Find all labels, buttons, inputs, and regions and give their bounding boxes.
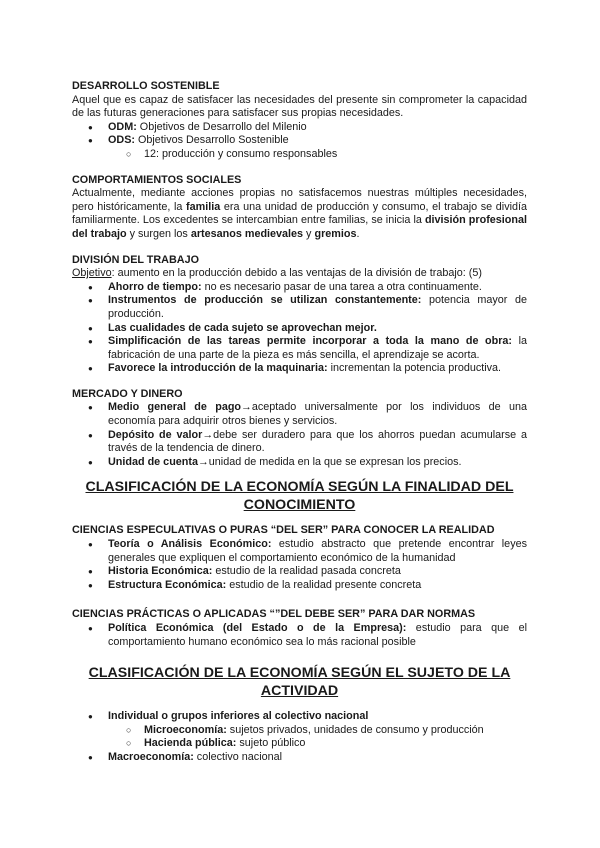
list-item: ● Favorece la introducción de la maquinaria: incrementan la potencia productiva. bbox=[72, 362, 527, 376]
list-item: ● Las cualidades de cada sujeto se aprovechan mejor. bbox=[72, 322, 527, 336]
document-content bbox=[72, 80, 527, 765]
list-item: ● Ahorro de tiempo: no es necesario pasar de una tarea a otra continuamente. bbox=[72, 281, 527, 295]
list-mercado bbox=[72, 401, 527, 469]
sublist-item-micro: ○ Microeconomía: sujetos privados, unidades de consumo y producción bbox=[72, 724, 527, 738]
list-ciencias-practicas bbox=[72, 622, 527, 649]
title-finalidad-conocimiento: CLASIFICACIÓN DE LA ECONOMÍA SEGÚN LA FINALIDAD DEL CONOCIMIENTO bbox=[85, 479, 514, 513]
list-odm-ods bbox=[72, 121, 527, 148]
list-item: ● Política Económica (del Estado o de la Empresa): estudio para que el comportamiento humano económico sea lo más racional posible bbox=[72, 622, 527, 649]
list-item: ● Depósito de valor→debe ser duradero para que los ahorros puedan acumularse a través de la tendencia de dinero. bbox=[72, 429, 527, 456]
sublist-ods bbox=[72, 148, 527, 162]
sublist-item-ods-12: ○ 12: producción y consumo responsables bbox=[72, 148, 527, 162]
list-item-ods: ● ODS: Objetivos Desarrollo Sostenible bbox=[72, 134, 527, 148]
list-ciencias-especulativas bbox=[72, 538, 527, 592]
list-item: ● Teoría o Análisis Económico: estudio abstracto que pretende encontrar leyes generales que expliquen el comportamiento económico de la humanidad bbox=[72, 538, 527, 565]
list-item-individual: ● Individual o grupos inferiores al colectivo nacional bbox=[72, 710, 527, 724]
heading-division-trabajo: DIVISIÓN DEL TRABAJO bbox=[72, 253, 199, 266]
paragraph-objetivo: Objetivo: aumento en la producción debido a las ventajas de la división de trabajo: (5) bbox=[72, 267, 482, 280]
heading-desarrollo-sostenible: DESARROLLO SOSTENIBLE bbox=[72, 80, 220, 92]
sublist-item-hacienda: ○ Hacienda pública: sujeto público bbox=[72, 737, 527, 751]
paragraph-comportamientos: Actualmente, mediante acciones propias no satisfacemos nuestras múltiples necesidades, pero históricamente, la familia era una unidad de producción y consumo, el trabajo se dividía familiarmente. Los excedentes se intercambian entre familias, se inicia la división profesional del trabajo y surgen los artesanos medievales y gremios. bbox=[72, 187, 527, 240]
list-division-ventajas bbox=[72, 281, 527, 376]
list-item: ● Simplificación de las tareas permite incorporar a toda la mano de obra: la fabricación de una parte de la pieza es más sencilla, el aprendizaje se acorta. bbox=[72, 335, 527, 362]
heading-ciencias-practicas: CIENCIAS PRÁCTICAS O APLICADAS “”DEL DEBE SER” PARA DAR NORMAS bbox=[72, 608, 476, 621]
paragraph-desarrollo: Aquel que es capaz de satisfacer las necesidades del presente sin comprometer la capacidad de las futuras generaciones para satisfacer sus propias necesidades. bbox=[72, 93, 527, 120]
list-sujeto bbox=[72, 710, 527, 724]
list-item: ● Unidad de cuenta→unidad de medida en la que se expresan los precios. bbox=[72, 456, 527, 470]
title-sujeto-actividad: CLASIFICACIÓN DE LA ECONOMÍA SEGÚN EL SUJETO DE LA ACTIVIDAD bbox=[88, 665, 511, 699]
list-item: ● Historia Económica: estudio de la realidad pasada concreta bbox=[72, 565, 527, 579]
list-item-odm: ● ODM: Objetivos de Desarrollo del Milenio bbox=[72, 121, 527, 135]
list-item-macro: ● Macroeconomía: colectivo nacional bbox=[72, 751, 527, 765]
sublist-sujeto bbox=[72, 724, 527, 751]
list-item: ● Estructura Económica: estudio de la realidad presente concreta bbox=[72, 579, 527, 593]
heading-mercado-dinero: MERCADO Y DINERO bbox=[72, 387, 183, 400]
list-item: ● Instrumentos de producción se utilizan constantemente: potencia mayor de producción. bbox=[72, 294, 527, 321]
heading-comportamientos: COMPORTAMIENTOS SOCIALES bbox=[72, 173, 242, 186]
heading-ciencias-especulativas: CIENCIAS ESPECULATIVAS O PURAS “DEL SER” PARA CONOCER LA REALIDAD bbox=[72, 524, 495, 537]
list-sujeto-macro bbox=[72, 751, 527, 765]
list-item: ● Medio general de pago→aceptado universalmente por los individuos de una economía para adquirir otros bienes y servicios. bbox=[72, 401, 527, 428]
